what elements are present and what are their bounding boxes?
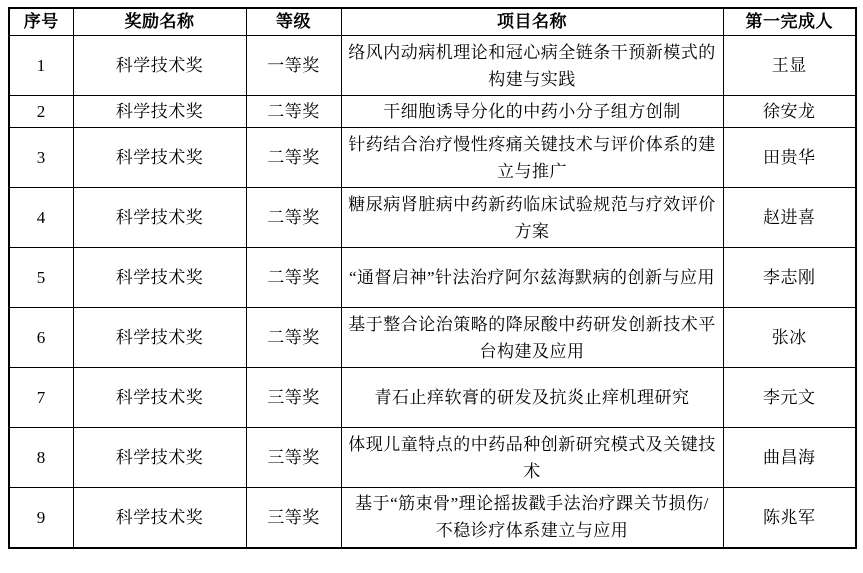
cell-award: 科学技术奖 [73,248,246,308]
cell-project: 基于整合论治策略的降尿酸中药研发创新技术平台构建及应用 [341,308,723,368]
cell-level: 三等奖 [246,428,341,488]
table-row [9,488,856,548]
cell-person: 陈兆军 [723,488,856,548]
cell-award: 科学技术奖 [73,488,246,548]
table-row [9,36,856,96]
cell-index: 7 [9,368,73,428]
cell-person: 王显 [723,36,856,96]
cell-award: 科学技术奖 [73,96,246,128]
awards-table [8,7,857,549]
column-header-person: 第一完成人 [723,8,856,36]
cell-index: 1 [9,36,73,96]
cell-project: 干细胞诱导分化的中药小分子组方创制 [341,96,723,128]
cell-person: 李元文 [723,368,856,428]
cell-project: 基于“筋束骨”理论摇拔戳手法治疗踝关节损伤/不稳诊疗体系建立与应用 [341,488,723,548]
cell-award: 科学技术奖 [73,428,246,488]
cell-project: 体现儿童特点的中药品种创新研究模式及关键技术 [341,428,723,488]
cell-person: 张冰 [723,308,856,368]
cell-index: 9 [9,488,73,548]
cell-person: 田贵华 [723,128,856,188]
cell-project: 针药结合治疗慢性疼痛关键技术与评价体系的建立与推广 [341,128,723,188]
cell-level: 二等奖 [246,308,341,368]
cell-level: 二等奖 [246,188,341,248]
table-row [9,128,856,188]
cell-project: 青石止痒软膏的研发及抗炎止痒机理研究 [341,368,723,428]
cell-project: 络风内动病机理论和冠心病全链条干预新模式的构建与实践 [341,36,723,96]
cell-person: 徐安龙 [723,96,856,128]
cell-person: 赵进喜 [723,188,856,248]
cell-person: 曲昌海 [723,428,856,488]
cell-award: 科学技术奖 [73,308,246,368]
column-header-award: 奖励名称 [73,8,246,36]
table-row [9,368,856,428]
table-row [9,308,856,368]
cell-award: 科学技术奖 [73,128,246,188]
cell-index: 2 [9,96,73,128]
column-header-index: 序号 [9,8,73,36]
column-header-project: 项目名称 [341,8,723,36]
column-header-level: 等级 [246,8,341,36]
table-row [9,248,856,308]
cell-level: 二等奖 [246,248,341,308]
cell-index: 6 [9,308,73,368]
cell-index: 5 [9,248,73,308]
cell-award: 科学技术奖 [73,368,246,428]
cell-index: 8 [9,428,73,488]
cell-level: 二等奖 [246,128,341,188]
cell-index: 3 [9,128,73,188]
cell-award: 科学技术奖 [73,188,246,248]
cell-project: “通督启神”针法治疗阿尔兹海默病的创新与应用 [341,248,723,308]
cell-person: 李志刚 [723,248,856,308]
cell-level: 二等奖 [246,96,341,128]
table-row [9,96,856,128]
header-row [9,8,856,36]
table-row [9,428,856,488]
table-row [9,188,856,248]
cell-award: 科学技术奖 [73,36,246,96]
cell-index: 4 [9,188,73,248]
cell-project: 糖尿病肾脏病中药新药临床试验规范与疗效评价方案 [341,188,723,248]
cell-level: 一等奖 [246,36,341,96]
cell-level: 三等奖 [246,368,341,428]
cell-level: 三等奖 [246,488,341,548]
